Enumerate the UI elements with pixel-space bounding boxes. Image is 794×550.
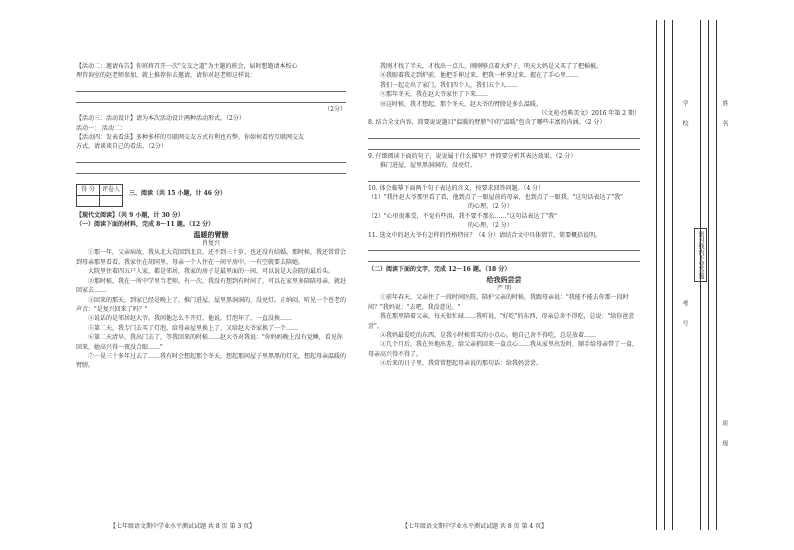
- score-cell[interactable]: [77, 195, 100, 206]
- part2-heading: （二）阅读下面的文字，完成 12～16 题。（18 分）: [368, 266, 511, 274]
- right-column: [368, 62, 640, 369]
- binding-line: [664, 20, 665, 530]
- activity3-line: 【活动三：活动设计】请为本次活动设计两种活动形式。（2分）: [76, 115, 245, 123]
- question-10-1-end: 的心理。（2 分）: [468, 203, 513, 211]
- essay-paragraph: ②那时候，我在一所中学里当老师，有一次，我没有想到有时间了，可以在家里多陪陪母亲，就赶回家去……: [76, 277, 347, 295]
- seal-notice: 密封线内不要答题: [694, 228, 707, 282]
- activity4-line2: 方式，请谈谈自己的看法。（2分）: [76, 143, 167, 151]
- essay-paragraph: 我刚才找了半天，才找出一点儿，刚刚够点着大炉子，明天大妈是又买了了把棉被。: [380, 63, 603, 70]
- answer-blank[interactable]: [76, 154, 346, 163]
- grader-cell[interactable]: [100, 195, 123, 206]
- essay-paragraph: ⑤第二天，我专门去买了灯泡，给母亲屋里换上了，又给赵大爷家换了一个……: [88, 324, 299, 332]
- binding-line: [656, 20, 657, 530]
- modern-reading-heading: 【现代文阅读】（共 9 小题，计 30 分）: [76, 211, 184, 219]
- essay-paragraph: 我们一起走出了家门，我们四个人，我们五个人……: [380, 81, 519, 89]
- answer-blank[interactable]: [368, 253, 640, 262]
- answer-blank[interactable]: [76, 94, 346, 103]
- page-footer-left: 【七年级语文期中学业水平测试试题 共 8 页 第 3 页】: [110, 523, 256, 530]
- essay-title: 温暖的臂膀: [193, 229, 229, 239]
- essay-paragraph: 大院里住着四五户人家，都是邻居，我家的房子是最里面的一间，可以说是大杂院的最后头。: [88, 268, 335, 276]
- essay-paragraph: ②我妈最爱吃的东西，是我小时候常买的小点心。她自己舍不得吃，总是放着……: [380, 331, 597, 339]
- page-footer-right: 【七年级语文期中学业水平测试试题 共 8 页 第 4 页】: [402, 523, 548, 530]
- side-label-name-1: 姓: [721, 100, 728, 106]
- essay-paragraph: ③几个月后，我在外地出差，给父亲捎回来一盒点心……我从家里出发时，顺手给母亲带了一盒，母亲高兴得不得了。: [368, 341, 639, 358]
- essay-paragraph: ①那一年，父亲病故，我从北大荒回到北京，还不到三十岁，也还没有结婚。那时候，我还常常会到母亲那里看看。我家住在胡同里，母亲一个人住在一间平房中，一有空就要去陪她。: [76, 249, 347, 266]
- question-10-2-end: 的心理。（2 分）: [468, 222, 513, 230]
- binding-line: [708, 20, 709, 530]
- points-label: （2分）: [324, 105, 346, 113]
- side-label-id-2: 号: [681, 320, 688, 326]
- essay2-author: 严 明: [497, 284, 511, 292]
- activity4-line1: 【活动四：发表看法】多种多样的互联网交友方式有利也有弊，你如何看待互联网交友: [76, 134, 305, 142]
- essay-paragraph: ④后来的日子里，我常常想起母亲说的那句话：给我妈尝尝。: [380, 360, 543, 368]
- question-11: 11. 选文中的赵大爷有怎样的性格特征？（4 分）请结合文中具体情节，简要概括说明。: [368, 231, 602, 239]
- source-citation: （《文苑·经典美文》2016 年第 2 期）: [538, 110, 640, 118]
- left-column: [76, 62, 346, 371]
- side-label-class-1: 班: [721, 420, 728, 426]
- question-10-1: （1）"我往赵大爷那里看了看，他到点了一眼屋前的母亲，也到点了一眼我。"这句话表达了"我": [368, 194, 623, 202]
- essay2-title: 给我妈尝尝: [486, 274, 522, 284]
- activity2-line2: 理咨询室的赵老师参加，就上推荐你去邀请，请你对赵老师这样说：: [76, 72, 257, 80]
- answer-blank[interactable]: [368, 173, 640, 182]
- activity3-options: 活动一： 活动二：: [76, 124, 126, 132]
- side-label-name-2: 名: [721, 120, 728, 126]
- grader-header: 评卷人: [100, 184, 123, 195]
- side-label-school-2: 校: [681, 120, 688, 126]
- side-label-class-2: 级: [721, 440, 728, 446]
- activity2-line1: 【活动二：邀请布告】你班将召开一次"交友之道"为主题的班会，届时想邀请本校心: [76, 63, 298, 70]
- essay-paragraph: ⑨那年冬天，我在赵大爷家住了下来……: [380, 91, 489, 99]
- essay-paragraph: ⑧我眼着我走到炉前，他把手伸过来，把我一杯拿过来，握在了手心里……: [380, 72, 579, 80]
- essay-paragraph: ⑦一晃三十多年过去了……我有时会想起那个冬天，想起那间屋子里黑黑的灯光，想起母亲温暖的臂膀。: [76, 352, 347, 370]
- answer-blank[interactable]: [368, 141, 640, 150]
- binding-line: [672, 20, 673, 530]
- essay-paragraph: ⑥第二天清早，我出门去了，等我回来的时候……赵大爷对我说："你妈妈晚上没有觉睡，看见你回来，她高兴得一夜没合眼……": [76, 334, 343, 351]
- score-header: 得 分: [77, 184, 100, 195]
- essay-paragraph: 我在那里陪着父亲，每天很忙碌……我听说，"好吃"的东西，母亲总舍不得吃，总说："给你爸尝尝"。: [368, 313, 635, 330]
- question-10-2: （2）"心里很难受，不觉有些泪，我不要不那么……"这句话表达了"我": [368, 212, 557, 220]
- side-label-school-1: 学: [681, 100, 688, 106]
- score-table: [76, 184, 123, 207]
- part1-heading: （一）阅读下面的材料，完成 8～11 题。（12 分）: [76, 221, 215, 229]
- question-8: 8. 结合全文内容，简要说说题目"温暖的臂膀"中的"温暖"包含了哪些丰富的内涵。（2 分）: [368, 119, 606, 127]
- question-9-quote: 推门进屋，屋里黑洞洞的，没亮灯。: [380, 162, 477, 170]
- section-title: 三、阅读（共 15 小题，计 46 分）: [129, 189, 227, 197]
- essay-paragraph: ③回来的那天，到家已经是晚上了，推门进屋，屋里黑洞洞的，没亮灯。正纳闷，听见一个苍老的声音："是复兴回来了吗？": [76, 296, 347, 313]
- binding-line: [716, 20, 717, 530]
- essay-paragraph: ①前年春天，父亲住了一段时间医院。陪护父亲的时候，我跟母亲说："我能不能去你那一段时间？"我妈说："去吧，我没意见。": [368, 294, 629, 311]
- question-10: 10. 体会临摹下面两个句子表达的含义，按要求回答问题。（4 分）: [368, 184, 545, 192]
- essay-author: 肖复兴: [201, 240, 220, 248]
- answer-blank[interactable]: [368, 130, 640, 139]
- side-label-id-1: 考: [681, 300, 688, 306]
- answer-blank[interactable]: [368, 242, 640, 251]
- question-9: 9. 仔细阅读下面的句子，说说属于什么描写？并简要分析其表达效果。（2 分）: [368, 152, 577, 160]
- essay-paragraph: ④说话的是邻居赵大爷。我问他怎么不开灯，他说，灯泡坏了，一直没换……: [88, 315, 293, 323]
- answer-blank[interactable]: [76, 165, 346, 174]
- answer-blank[interactable]: [76, 83, 346, 92]
- essay-paragraph: ⑩这时候，我才想起，那个冬天，赵大爷的臂膀是多么温暖。: [380, 100, 543, 108]
